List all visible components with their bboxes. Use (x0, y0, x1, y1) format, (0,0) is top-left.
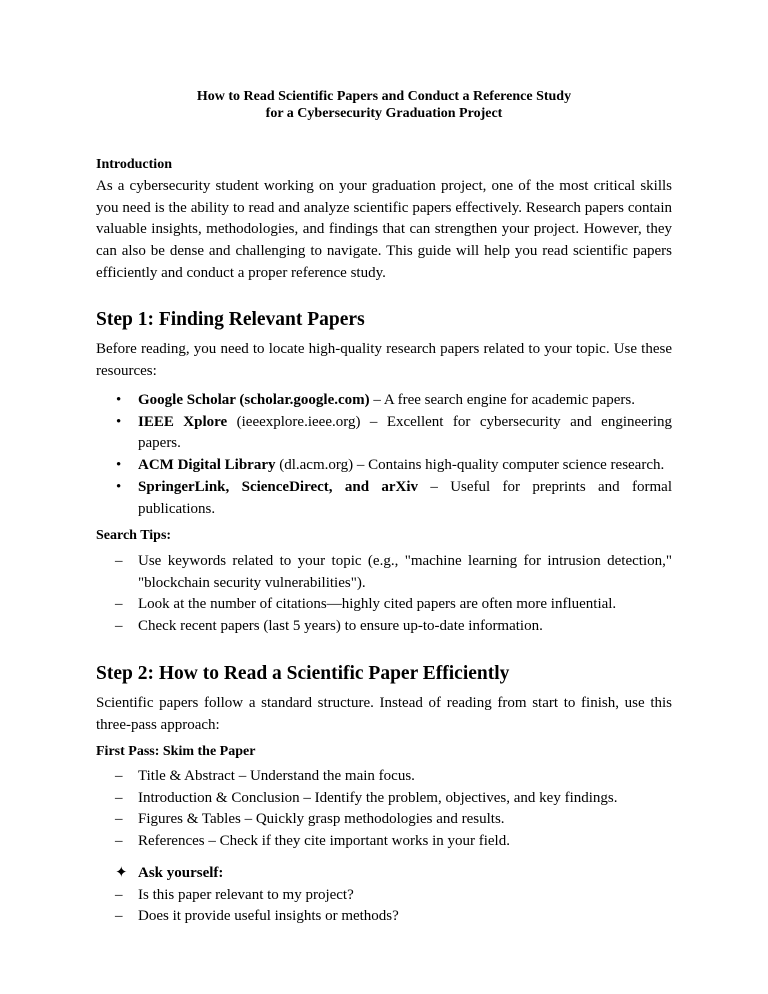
list-item: – References – Check if they cite important works in your field. (96, 831, 672, 853)
dash-icon: – (115, 886, 123, 903)
list-item: • IEEE Xplore (ieeexplore.ieee.org) – Excellent for cybersecurity and engineering papers. (116, 413, 672, 452)
step1-heading: Step 1: Finding Relevant Papers (96, 309, 365, 330)
resource-list (96, 390, 672, 520)
step2-intro: Scientific papers follow a standard structure. Instead of reading from start to finish, use this three-pass approach: (96, 695, 672, 733)
dash-icon: – (115, 833, 123, 850)
list-item: – Does it provide useful insights or methods? (96, 906, 672, 928)
first-pass-heading: First Pass: Skim the Paper (96, 744, 256, 759)
title-line-2: for a Cybersecurity Graduation Project (265, 106, 503, 121)
list-item: • SpringerLink, ScienceDirect, and arXiv – Useful for preprints and formal publications. (116, 478, 672, 517)
list-item: • Google Scholar (scholar.google.com) – A free search engine for academic papers. (96, 390, 672, 412)
step1-intro: Before reading, you need to locate high-quality research papers related to your topic. Use these resources: (96, 341, 672, 379)
list-item: – Introduction & Conclusion – Identify the problem, objectives, and key findings. (96, 788, 672, 810)
dash-icon: – (115, 596, 123, 613)
step2-heading: Step 2: How to Read a Scientific Paper Efficiently (96, 663, 510, 684)
list-item: – Use keywords related to your topic (e.g., "machine learning for intrusion detection," "blockchain security vulnerabilities"). (115, 553, 672, 591)
ask-yourself-list (96, 863, 672, 928)
list-item: – Is this paper relevant to my project? (96, 885, 672, 907)
dash-icon: – (115, 908, 123, 925)
dash-icon: – (115, 811, 123, 828)
list-item: – Figures & Tables – Quickly grasp methodologies and results. (96, 809, 672, 831)
dash-icon: – (115, 768, 123, 784)
introduction-text: As a cybersecurity student working on your graduation project, one of the most critical skills you need is the ability to read and analyze scientific papers effectively. Research papers contain valuable insights, methodologies, and findings that can strengthen your project. However, they can also be dense and challenging to navigate. This guide will help you read scientific papers efficiently and conduct a proper reference study. (96, 178, 672, 281)
title-line-1: How to Read Scientific Papers and Conduct a Reference Study (196, 89, 572, 104)
introduction-heading: Introduction (96, 157, 172, 172)
list-item: • ACM Digital Library (dl.acm.org) – Contains high-quality computer science research. (96, 455, 672, 477)
bullet-icon: • (116, 478, 122, 495)
bullet-icon: • (116, 413, 122, 430)
first-pass-list (96, 766, 672, 853)
list-item: – Look at the number of citations—highly cited papers are often more influential. (96, 594, 672, 616)
bullet-icon: • (116, 392, 122, 408)
list-item: – Title & Abstract – Understand the main focus. (96, 766, 672, 788)
search-tips-list (96, 551, 672, 638)
dash-icon: – (115, 618, 123, 635)
star-icon: ✦ (115, 865, 128, 881)
dash-icon: – (115, 553, 123, 569)
search-tips-heading: Search Tips: (96, 528, 172, 543)
ask-yourself-heading: ✦ Ask yourself: (96, 863, 672, 885)
list-item: – Check recent papers (last 5 years) to ensure up-to-date information. (96, 616, 672, 638)
dash-icon: – (115, 789, 123, 806)
bullet-icon: • (116, 457, 122, 474)
document-title (96, 88, 672, 122)
